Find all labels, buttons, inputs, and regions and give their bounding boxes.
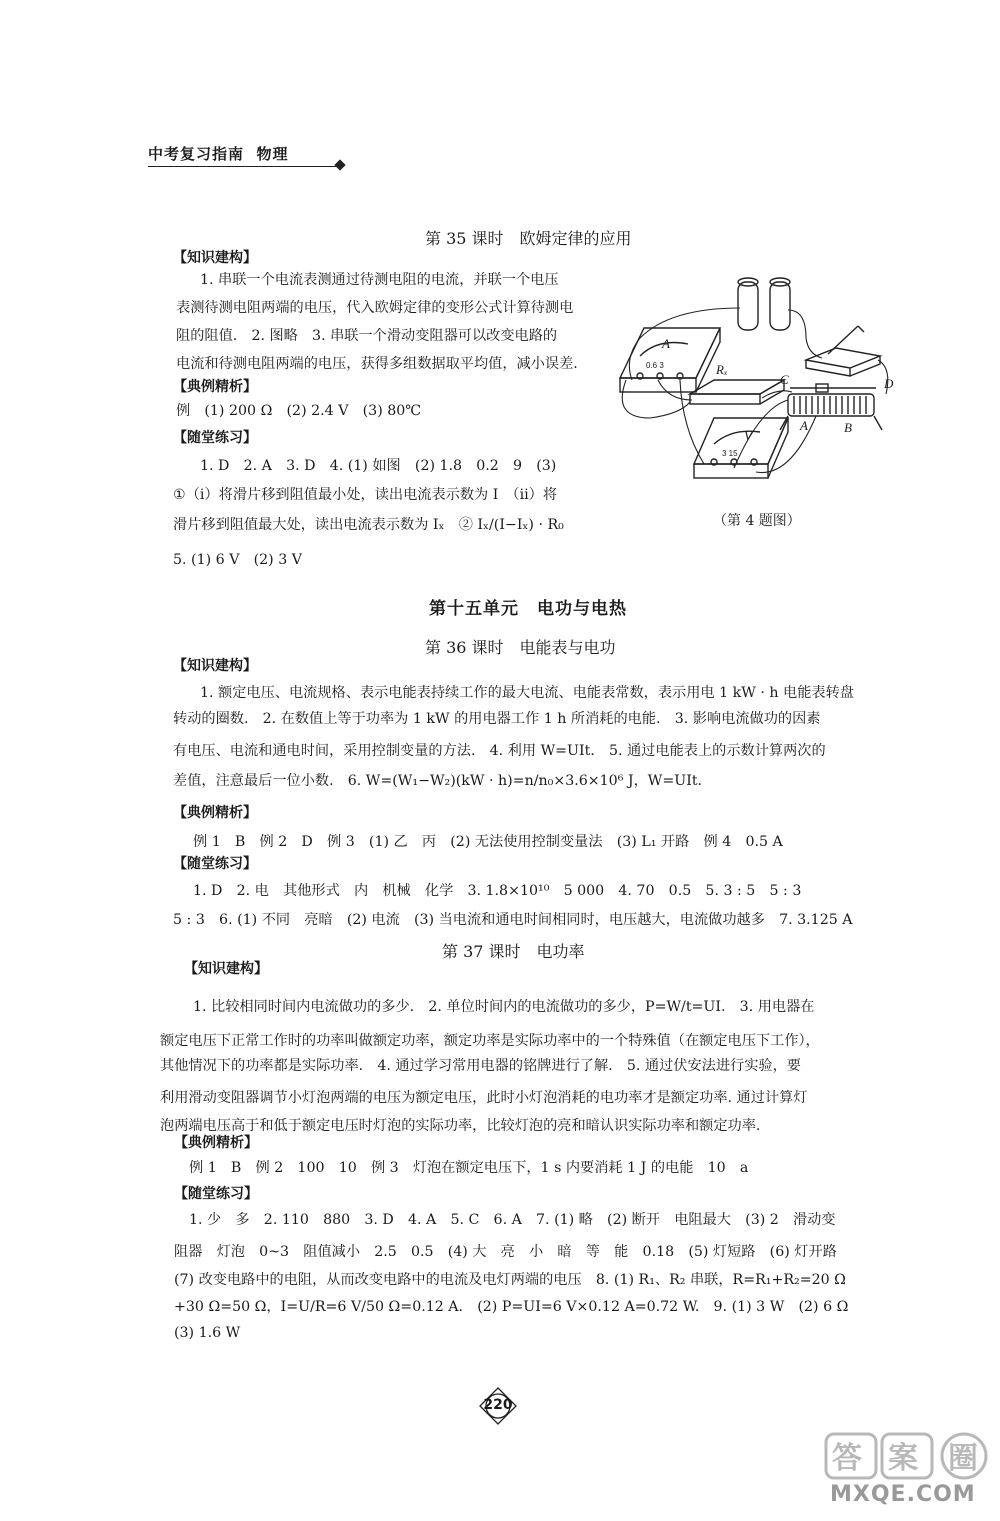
lesson-37-knowledge-line: 泡两端电压高于和低于额定电压时灯泡的实际功率，比较灯泡的亮和暗认识实际功率和额定功率. bbox=[160, 1118, 761, 1134]
lesson-36-knowledge-line: 转动的圈数. 2. 在数值上等于功率为 1 kW 的用电器工作 1 h 所消耗的电能. 3. 影响电流做功的因素 bbox=[173, 711, 821, 727]
lesson-35-practice-line: 5. (1) 6 V (2) 3 V bbox=[173, 552, 303, 568]
lesson-35-example-line: 例 (1) 200 Ω (2) 2.4 V (3) 80℃ bbox=[176, 403, 422, 419]
switch-icon bbox=[806, 326, 880, 376]
lesson-36-example-line: 例 1 B 例 2 D 例 3 (1) 乙 丙 (2) 无法使用控制变量法 (3) L₁ 开路 例 4 0.5 A bbox=[193, 834, 783, 850]
lesson-36-knowledge-tag: 【知识建构】 bbox=[173, 658, 257, 674]
rheostat-icon bbox=[780, 384, 882, 430]
figure-caption: （第 4 题图） bbox=[713, 513, 801, 529]
lesson-35-title: 第 35 课时 欧姆定律的应用 bbox=[425, 229, 632, 248]
watermark-char: 答 bbox=[832, 1441, 862, 1476]
lesson-35-knowledge-line: 表测待测电阻两端的电压，代入欧姆定律的变形公式计算待测电 bbox=[176, 300, 574, 316]
lesson-36-title: 第 36 课时 电能表与电功 bbox=[425, 638, 616, 657]
unit-15-title: 第十五单元 电功与电热 bbox=[429, 599, 627, 619]
lesson-36-knowledge-line: 差值，注意最后一位小数. 6. W=(W₁−W₂)(kW · h)=n/n₀×3.6×10⁶ J，W=UIt. bbox=[173, 773, 703, 789]
lesson-36-practice-line: 5 : 3 6. (1) 不同 亮暗 (2) 电流 (3) 当电流和通电时间相同时，电压越大，电流做功越多 7. 3.125 A bbox=[173, 912, 853, 928]
ammeter-icon bbox=[620, 328, 720, 392]
lesson-37-practice-tag: 【随堂练习】 bbox=[174, 1186, 258, 1202]
battery-icon bbox=[738, 278, 790, 330]
watermark-char: 案 bbox=[888, 1441, 918, 1476]
voltmeter-icon bbox=[694, 418, 788, 478]
lesson-35-knowledge-line: 1. 串联一个电流表测通过待测电阻的电流，并联一个电压 bbox=[200, 272, 559, 288]
watermark-char: 圈 bbox=[948, 1441, 978, 1476]
lesson-37-knowledge-line: 利用滑动变阻器调节小灯泡两端的电压为额定电压，此时小灯泡消耗的电功率才是额定功率. 通过计算灯 bbox=[160, 1090, 808, 1106]
lesson-36-knowledge-line: 1. 额定电压、电流规格、表示电能表持续工作的最大电流、电能表常数，表示用电 1 kW · h 电能表转盘 bbox=[200, 685, 854, 701]
voltmeter-label: V bbox=[744, 428, 752, 443]
lesson-35-knowledge-tag: 【知识建构】 bbox=[173, 250, 257, 266]
resistor-label: Rₓ bbox=[716, 362, 728, 377]
ammeter-scale: 0.6 3 bbox=[646, 361, 664, 370]
terminal-b-label: B bbox=[844, 420, 852, 435]
lesson-37-title: 第 37 课时 电功率 bbox=[442, 942, 585, 961]
lesson-37-knowledge-line: 1. 比较相同时间内电流做功的多少. 2. 单位时间内的电流做功的多少，P=W/t=UI. 3. 用电器在 bbox=[193, 999, 815, 1015]
terminal-d-label: D bbox=[884, 376, 894, 391]
lesson-35-practice-line: 滑片移到阻值最大处，读出电流表示数为 Iₓ ② Iₓ/(I−Iₓ) · R₀ bbox=[173, 517, 564, 533]
header-diamond-icon bbox=[334, 159, 345, 170]
lesson-37-practice-line: (3) 1.6 W bbox=[174, 1325, 241, 1341]
lesson-37-example-line: 例 1 B 例 2 100 10 例 3 灯泡在额定电压下，1 s 内要消耗 1 J 的电能 10 a bbox=[189, 1160, 749, 1176]
lesson-35-practice-tag: 【随堂练习】 bbox=[173, 430, 257, 446]
book-header bbox=[148, 143, 288, 164]
lesson-36-practice-tag: 【随堂练习】 bbox=[173, 856, 257, 872]
lesson-37-knowledge-line: 额定电压下正常工作时的功率叫做额定功率，额定功率是实际功率中的一个特殊值（在额定电压下工作）， bbox=[160, 1033, 820, 1049]
lesson-35-practice-line: 1. D 2. A 3. D 4. (1) 如图 (2) 1.8 0.2 9 (3) bbox=[200, 458, 557, 474]
lesson-37-practice-line: 阻器 灯泡 0~3 阻值减小 2.5 0.5 (4) 大 亮 小 暗 等 能 0.18 (5) 灯短路 (6) 灯开路 bbox=[174, 1244, 837, 1260]
lesson-35-knowledge-line: 电流和待测电阻两端的电压，获得多组数据取平均值，减小误差. bbox=[176, 356, 578, 372]
header-rule bbox=[148, 166, 338, 167]
watermark-site: MXQE.COM bbox=[830, 1482, 976, 1507]
voltmeter-scale: 3 15 bbox=[722, 449, 738, 458]
terminal-a-label: A bbox=[800, 418, 808, 433]
lesson-35-knowledge-line: 阻的阻值. 2. 图略 3. 串联一个滑动变阻器可以改变电路的 bbox=[176, 328, 558, 344]
terminal-c-label: C bbox=[780, 372, 789, 387]
page-number: 220 bbox=[483, 1397, 513, 1413]
lesson-37-practice-line: 1. 少 多 2. 110 880 3. D 4. A 5. C 6. A 7. (1) 略 (2) 断开 电阻最大 (3) 2 滑动变 bbox=[189, 1212, 836, 1228]
resistor-icon bbox=[690, 380, 784, 404]
lesson-37-practice-line: +30 Ω=50 Ω，I=U/R=6 V/50 Ω=0.12 A. (2) P=UI=6 V×0.12 A=0.72 W. 9. (1) 3 W (2) 6 Ω bbox=[174, 1299, 849, 1315]
book-title: 中考复习指南 bbox=[148, 145, 245, 163]
ammeter-label: A bbox=[662, 336, 670, 351]
lesson-36-practice-line: 1. D 2. 电 其他形式 内 机械 化学 3. 1.8×10¹⁰ 5 000 4. 70 0.5 5. 3 : 5 5 : 3 bbox=[193, 883, 802, 899]
lesson-36-example-tag: 【典例精析】 bbox=[173, 805, 257, 821]
lesson-37-knowledge-tag: 【知识建构】 bbox=[184, 961, 268, 977]
lesson-37-example-tag: 【典例精析】 bbox=[174, 1135, 258, 1151]
lesson-35-example-tag: 【典例精析】 bbox=[173, 379, 257, 395]
circuit-figure bbox=[610, 268, 900, 504]
lesson-36-knowledge-line: 有电压、电流和通电时间，采用控制变量的方法. 4. 利用 W=UIt. 5. 通过电能表上的示数计算两次的 bbox=[173, 743, 826, 759]
circuit-wires bbox=[622, 308, 888, 473]
subject-label: 物理 bbox=[256, 145, 289, 163]
lesson-37-knowledge-line: 其他情况下的功率都是实际功率. 4. 通过学习常用电器的铭牌进行了解. 5. 通过伏安法进行实验，要 bbox=[160, 1058, 801, 1074]
lesson-35-practice-line: ①（ⅰ）将滑片移到阻值最小处，读出电流表示数为 I （ⅱ）将 bbox=[173, 487, 558, 503]
lesson-37-practice-line: (7) 改变电路中的电阻，从而改变电路中的电流及电灯两端的电压 8. (1) R₁、R₂ 串联，R=R₁+R₂=20 Ω bbox=[174, 1272, 846, 1288]
